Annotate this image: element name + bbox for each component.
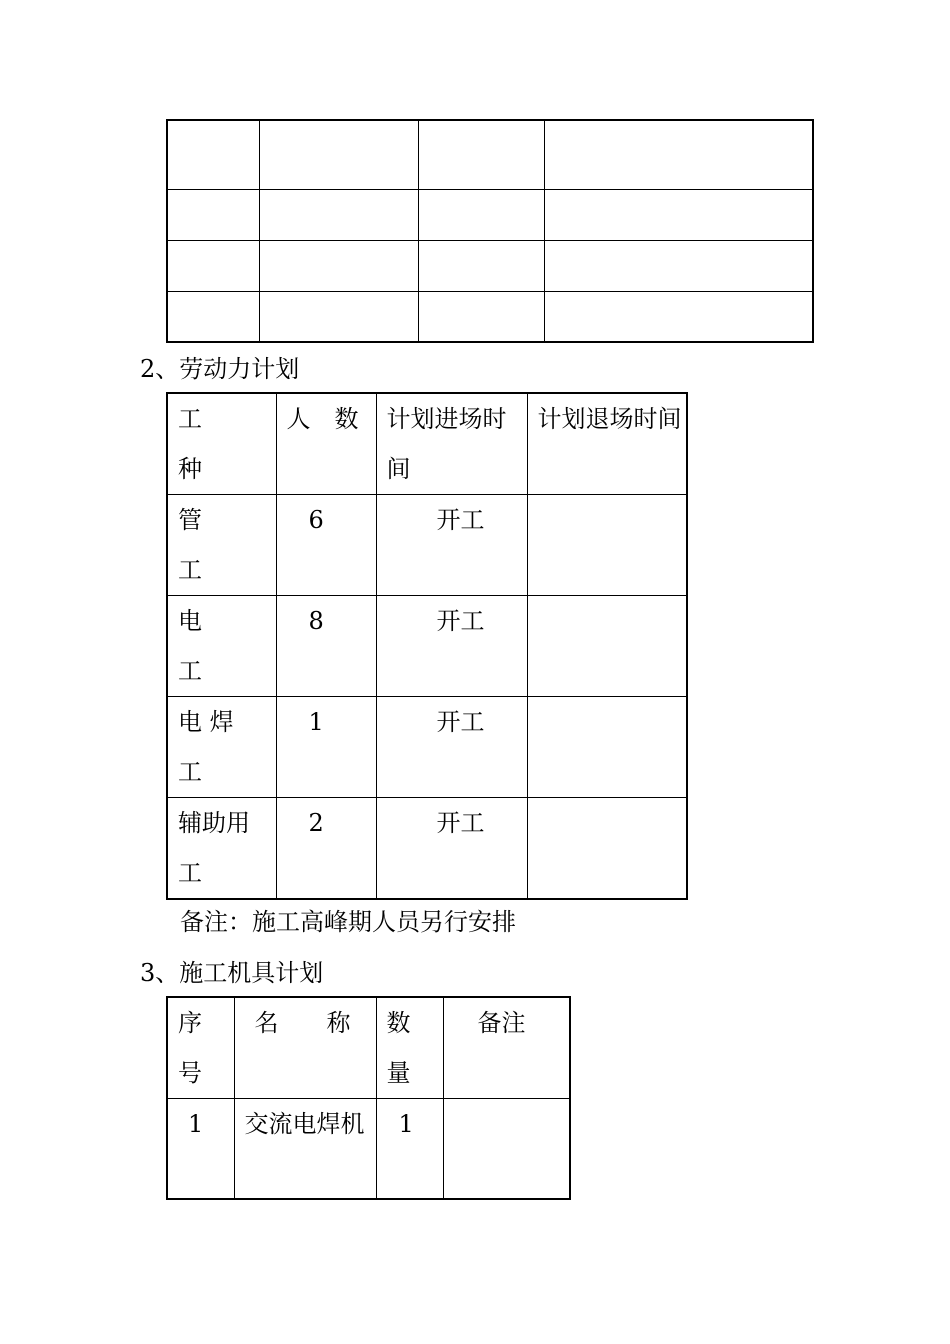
table-row <box>167 120 813 189</box>
table-row <box>167 240 813 291</box>
labor-plan-heading: 2、劳动力计划 <box>140 355 300 383</box>
trade-cell: 辅助用工 <box>167 798 276 900</box>
seq-cell: 1 <box>167 1099 234 1199</box>
exit-cell <box>527 798 687 900</box>
header-qty: 数量 <box>376 997 443 1099</box>
labor-plan-table <box>166 392 688 900</box>
trade-cell: 管工 <box>167 495 276 596</box>
header-seq: 序号 <box>167 997 234 1099</box>
header-trade: 工种 <box>167 393 276 495</box>
exit-cell <box>527 495 687 596</box>
name-cell: 交流电焊机 <box>234 1099 376 1199</box>
enter-cell: 开工 <box>376 596 527 697</box>
machinery-plan-table <box>166 996 571 1200</box>
header-name: 名 称 <box>234 997 376 1099</box>
header-exit-time: 计划退场时间 <box>527 393 687 495</box>
remark-cell <box>443 1099 570 1199</box>
enter-cell: 开工 <box>376 798 527 900</box>
header-remark: 备注 <box>443 997 570 1099</box>
count-cell: 1 <box>276 697 376 798</box>
machinery-plan-heading: 3、施工机具计划 <box>140 959 324 987</box>
exit-cell <box>527 596 687 697</box>
exit-cell <box>527 697 687 798</box>
enter-cell: 开工 <box>376 697 527 798</box>
table-row <box>167 596 687 697</box>
table-row <box>167 291 813 342</box>
header-count: 人 数 <box>276 393 376 495</box>
table-row <box>167 697 687 798</box>
count-cell: 2 <box>276 798 376 900</box>
labor-note: 备注：施工高峰期人员另行安排 <box>180 908 516 936</box>
count-cell: 8 <box>276 596 376 697</box>
count-cell: 6 <box>276 495 376 596</box>
trade-cell: 电 焊工 <box>167 697 276 798</box>
table-row <box>167 1099 570 1199</box>
qty-cell: 1 <box>376 1099 443 1199</box>
table-row <box>167 495 687 596</box>
table-row <box>167 798 687 900</box>
table-header-row <box>167 393 687 495</box>
trade-cell: 电工 <box>167 596 276 697</box>
table-header-row <box>167 997 570 1099</box>
top-empty-table <box>166 119 814 343</box>
table-row <box>167 189 813 240</box>
enter-cell: 开工 <box>376 495 527 596</box>
header-enter-time: 计划进场时间 <box>376 393 527 495</box>
